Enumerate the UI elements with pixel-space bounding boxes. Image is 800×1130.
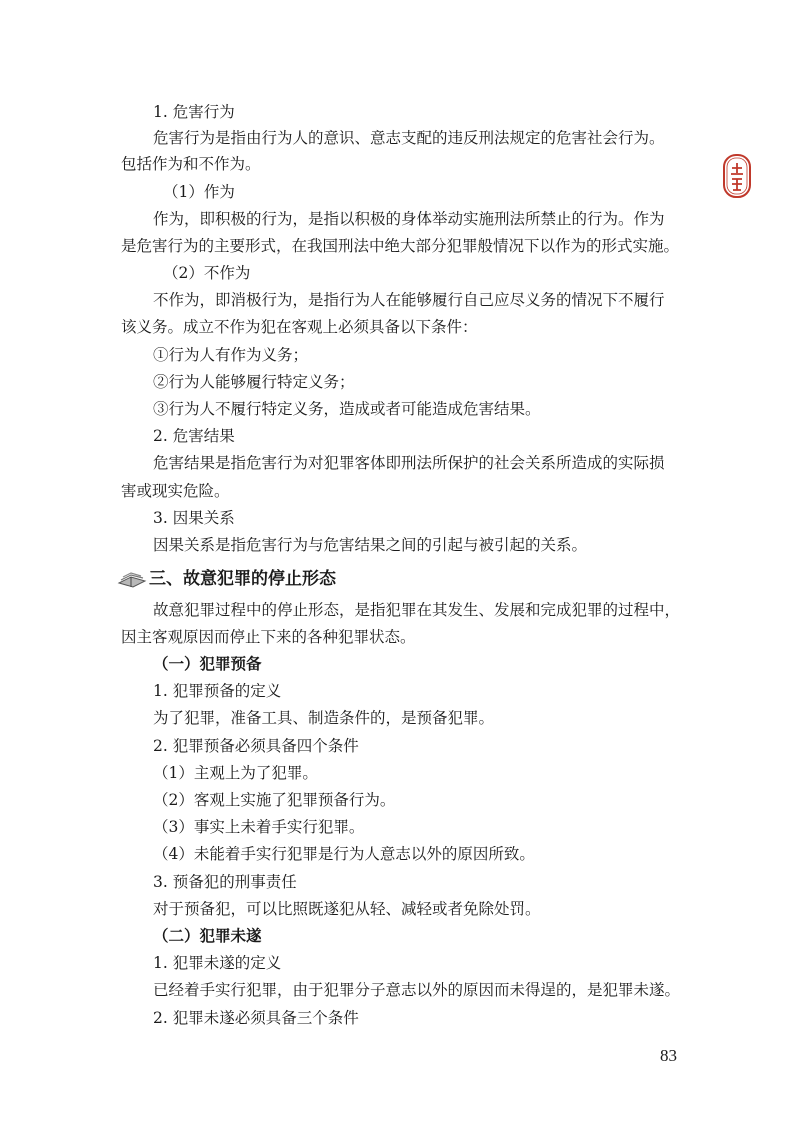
paragraph-line: 故意犯罪过程中的停止形态，是指犯罪在其发生、发展和完成犯罪的过程中， (153, 601, 681, 619)
list-item: （4）未能着手实行犯罪是行为人意志以外的原因所致。 (153, 845, 535, 863)
subsection-title: 3. 预备犯的刑事责任 (153, 873, 297, 891)
book-icon (117, 569, 147, 589)
item-title: （2）不作为 (163, 264, 251, 282)
section-heading-text: 三、故意犯罪的停止形态 (149, 569, 336, 589)
list-item: ③行为人不履行特定义务，造成或者可能造成危害结果。 (153, 400, 541, 418)
subsection-title: 3. 因果关系 (153, 509, 235, 527)
paragraph-line: 因果关系是指危害行为与危害结果之间的引起与被引起的关系。 (153, 536, 588, 554)
section-heading (117, 566, 336, 592)
paragraph-line: 危害行为是指由行为人的意识、意志支配的违反刑法规定的危害社会行为。 (153, 129, 665, 147)
subsection-heading: （一）犯罪预备 (153, 654, 262, 673)
list-item: ②行为人能够履行特定义务； (153, 373, 355, 391)
paragraph-line: 因主客观原因而停止下来的各种犯罪状态。 (121, 628, 416, 646)
subsection-title: 1. 犯罪未遂的定义 (153, 954, 282, 972)
paragraph-line: 作为，即积极的行为，是指以积极的身体举动实施刑法所禁止的行为。作为 (153, 210, 665, 228)
list-item: ①行为人有作为义务； (153, 346, 309, 364)
paragraph-line: 害或现实危险。 (121, 482, 230, 500)
seal-logo (722, 153, 752, 203)
subsection-title: 2. 犯罪未遂必须具备三个条件 (153, 1009, 359, 1027)
subsection-title: 2. 危害结果 (153, 427, 235, 445)
subsection-heading: （二）犯罪未遂 (153, 926, 262, 945)
paragraph-line: 为了犯罪，准备工具、制造条件的，是预备犯罪。 (153, 709, 495, 727)
item-title: （1）作为 (163, 183, 235, 201)
page-number: 83 (660, 1046, 677, 1065)
subsection-title: 2. 犯罪预备必须具备四个条件 (153, 737, 359, 755)
paragraph-line: 包括作为和不作为。 (121, 155, 261, 173)
list-item: （2）客观上实施了犯罪预备行为。 (153, 791, 396, 809)
paragraph-line: 对于预备犯，可以比照既遂犯从轻、减轻或者免除处罚。 (153, 900, 541, 918)
paragraph-line: 是危害行为的主要形式，在我国刑法中绝大部分犯罪般情况下以作为的形式实施。 (121, 237, 680, 255)
subsection-title: 1. 犯罪预备的定义 (153, 682, 282, 700)
paragraph-line: 危害结果是指危害行为对犯罪客体即刑法所保护的社会关系所造成的实际损 (153, 454, 665, 472)
list-item: （1）主观上为了犯罪。 (153, 764, 318, 782)
subsection-title: 1. 危害行为 (153, 103, 235, 121)
list-item: （3）事实上未着手实行犯罪。 (153, 818, 365, 836)
paragraph-line: 已经着手实行犯罪，由于犯罪分子意志以外的原因而未得逞的，是犯罪未遂。 (153, 981, 681, 999)
paragraph-line: 该义务。成立不作为犯在客观上必须具备以下条件： (121, 318, 478, 336)
paragraph-line: 不作为，即消极行为，是指行为人在能够履行自己应尽义务的情况下不履行 (153, 291, 665, 309)
